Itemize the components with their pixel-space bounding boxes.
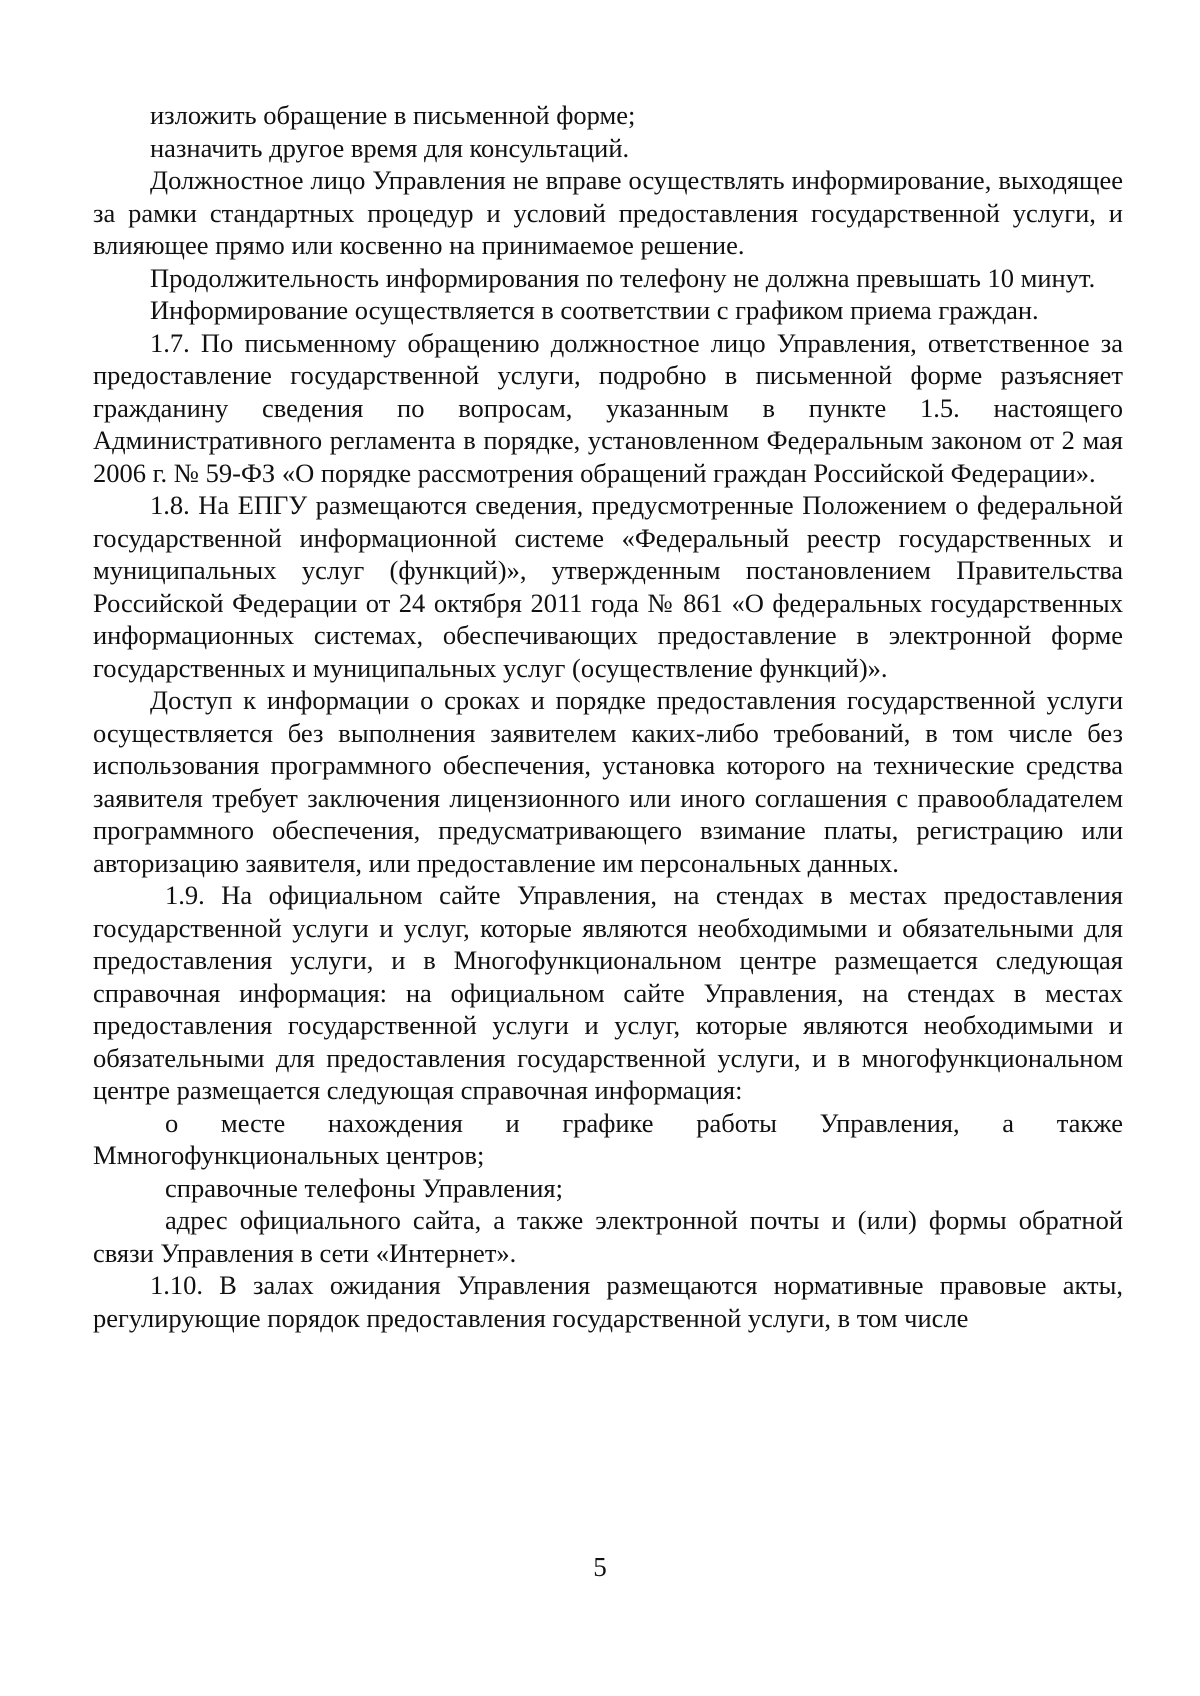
paragraph-access-info: Доступ к информации о сроках и порядке предоставления государственной услуги осуществляется без выполнения заявителем каких-либо требований, в том числе без использования программного обеспечения, установка которого на технические средства заявителя требует заключения лицензионного или иного соглашения с правообладателем программного обеспечения, предусматривающего взимание платы, регистрацию или авторизацию заявителя, или предоставление им персональных данных. [93,685,1123,878]
paragraph-1-10: 1.10. В залах ожидания Управления размещаются нормативные правовые акты, регулирующие порядок предоставления государственной услуги, в том числе [93,1270,1123,1333]
paragraph-phone-duration: Продолжительность информирования по телефону не должна превышать 10 минут. [150,262,1096,293]
paragraph-1-9: 1.9. На официальном сайте Управления, на стендах в местах предоставления государственной услуги и услуг, которые являются необходимыми и обязательными для предоставления услуги, и в Многофункциональном центре размещается следующая справочная информация: на официальном сайте Управления, на стендах в местах предоставления государственной услуги и услуг, которые являются необходимыми и обязательными для предоставления государственной услуги, и в многофункциональном центре размещается следующая справочная информация: [93,880,1123,1105]
paragraph-1-7: 1.7. По письменному обращению должностное лицо Управления, ответственное за предоставление государственной услуги, подробно в письменной форме разъясняет гражданину сведения по вопросам, указанным в пункте 1.5. настоящего Административного регламента в порядке, установленном Федеральным законом от 2 мая 2006 г. № 59-ФЗ «О порядке рассмотрения обращений граждан Российской Федерации». [93,327,1123,488]
paragraph-schedule: Информирование осуществляется в соответствии с графиком приема граждан. [150,295,1039,325]
paragraph-written-form: изложить обращение в письменной форме; [150,100,636,130]
list-item-website: адрес официального сайта, а также электронной почты и (или) формы обратной связи Управления в сети «Интернет». [93,1205,1123,1268]
paragraph-1-8: 1.8. На ЕПГУ размещаются сведения, предусмотренные Положением о федеральной государственной информационной системе «Федеральный реестр государственных и муниципальных услуг (функций)», утвержденным постановлением Правительства Российской Федерации от 24 октября 2011 года № 861 «О федеральных государственных информационных системах, обеспечивающих предоставление в электронной форме государственных и муниципальных услуг (осуществление функций)». [93,490,1123,683]
document-body [93,99,1123,1334]
page-number: 5 [593,1552,607,1582]
list-item-location: о месте нахождения и графике работы Управления, а также Ммногофункциональных центров; [93,1107,1123,1170]
paragraph-official-limits: Должностное лицо Управления не вправе осуществлять информирование, выходящее за рамки стандартных процедур и условий предоставления государственной услуги, и влияющее прямо или косвенно на принимаемое решение. [93,165,1123,260]
list-item-phones: справочные телефоны Управления; [165,1172,563,1203]
paragraph-other-time: назначить другое время для консультаций. [150,132,630,163]
